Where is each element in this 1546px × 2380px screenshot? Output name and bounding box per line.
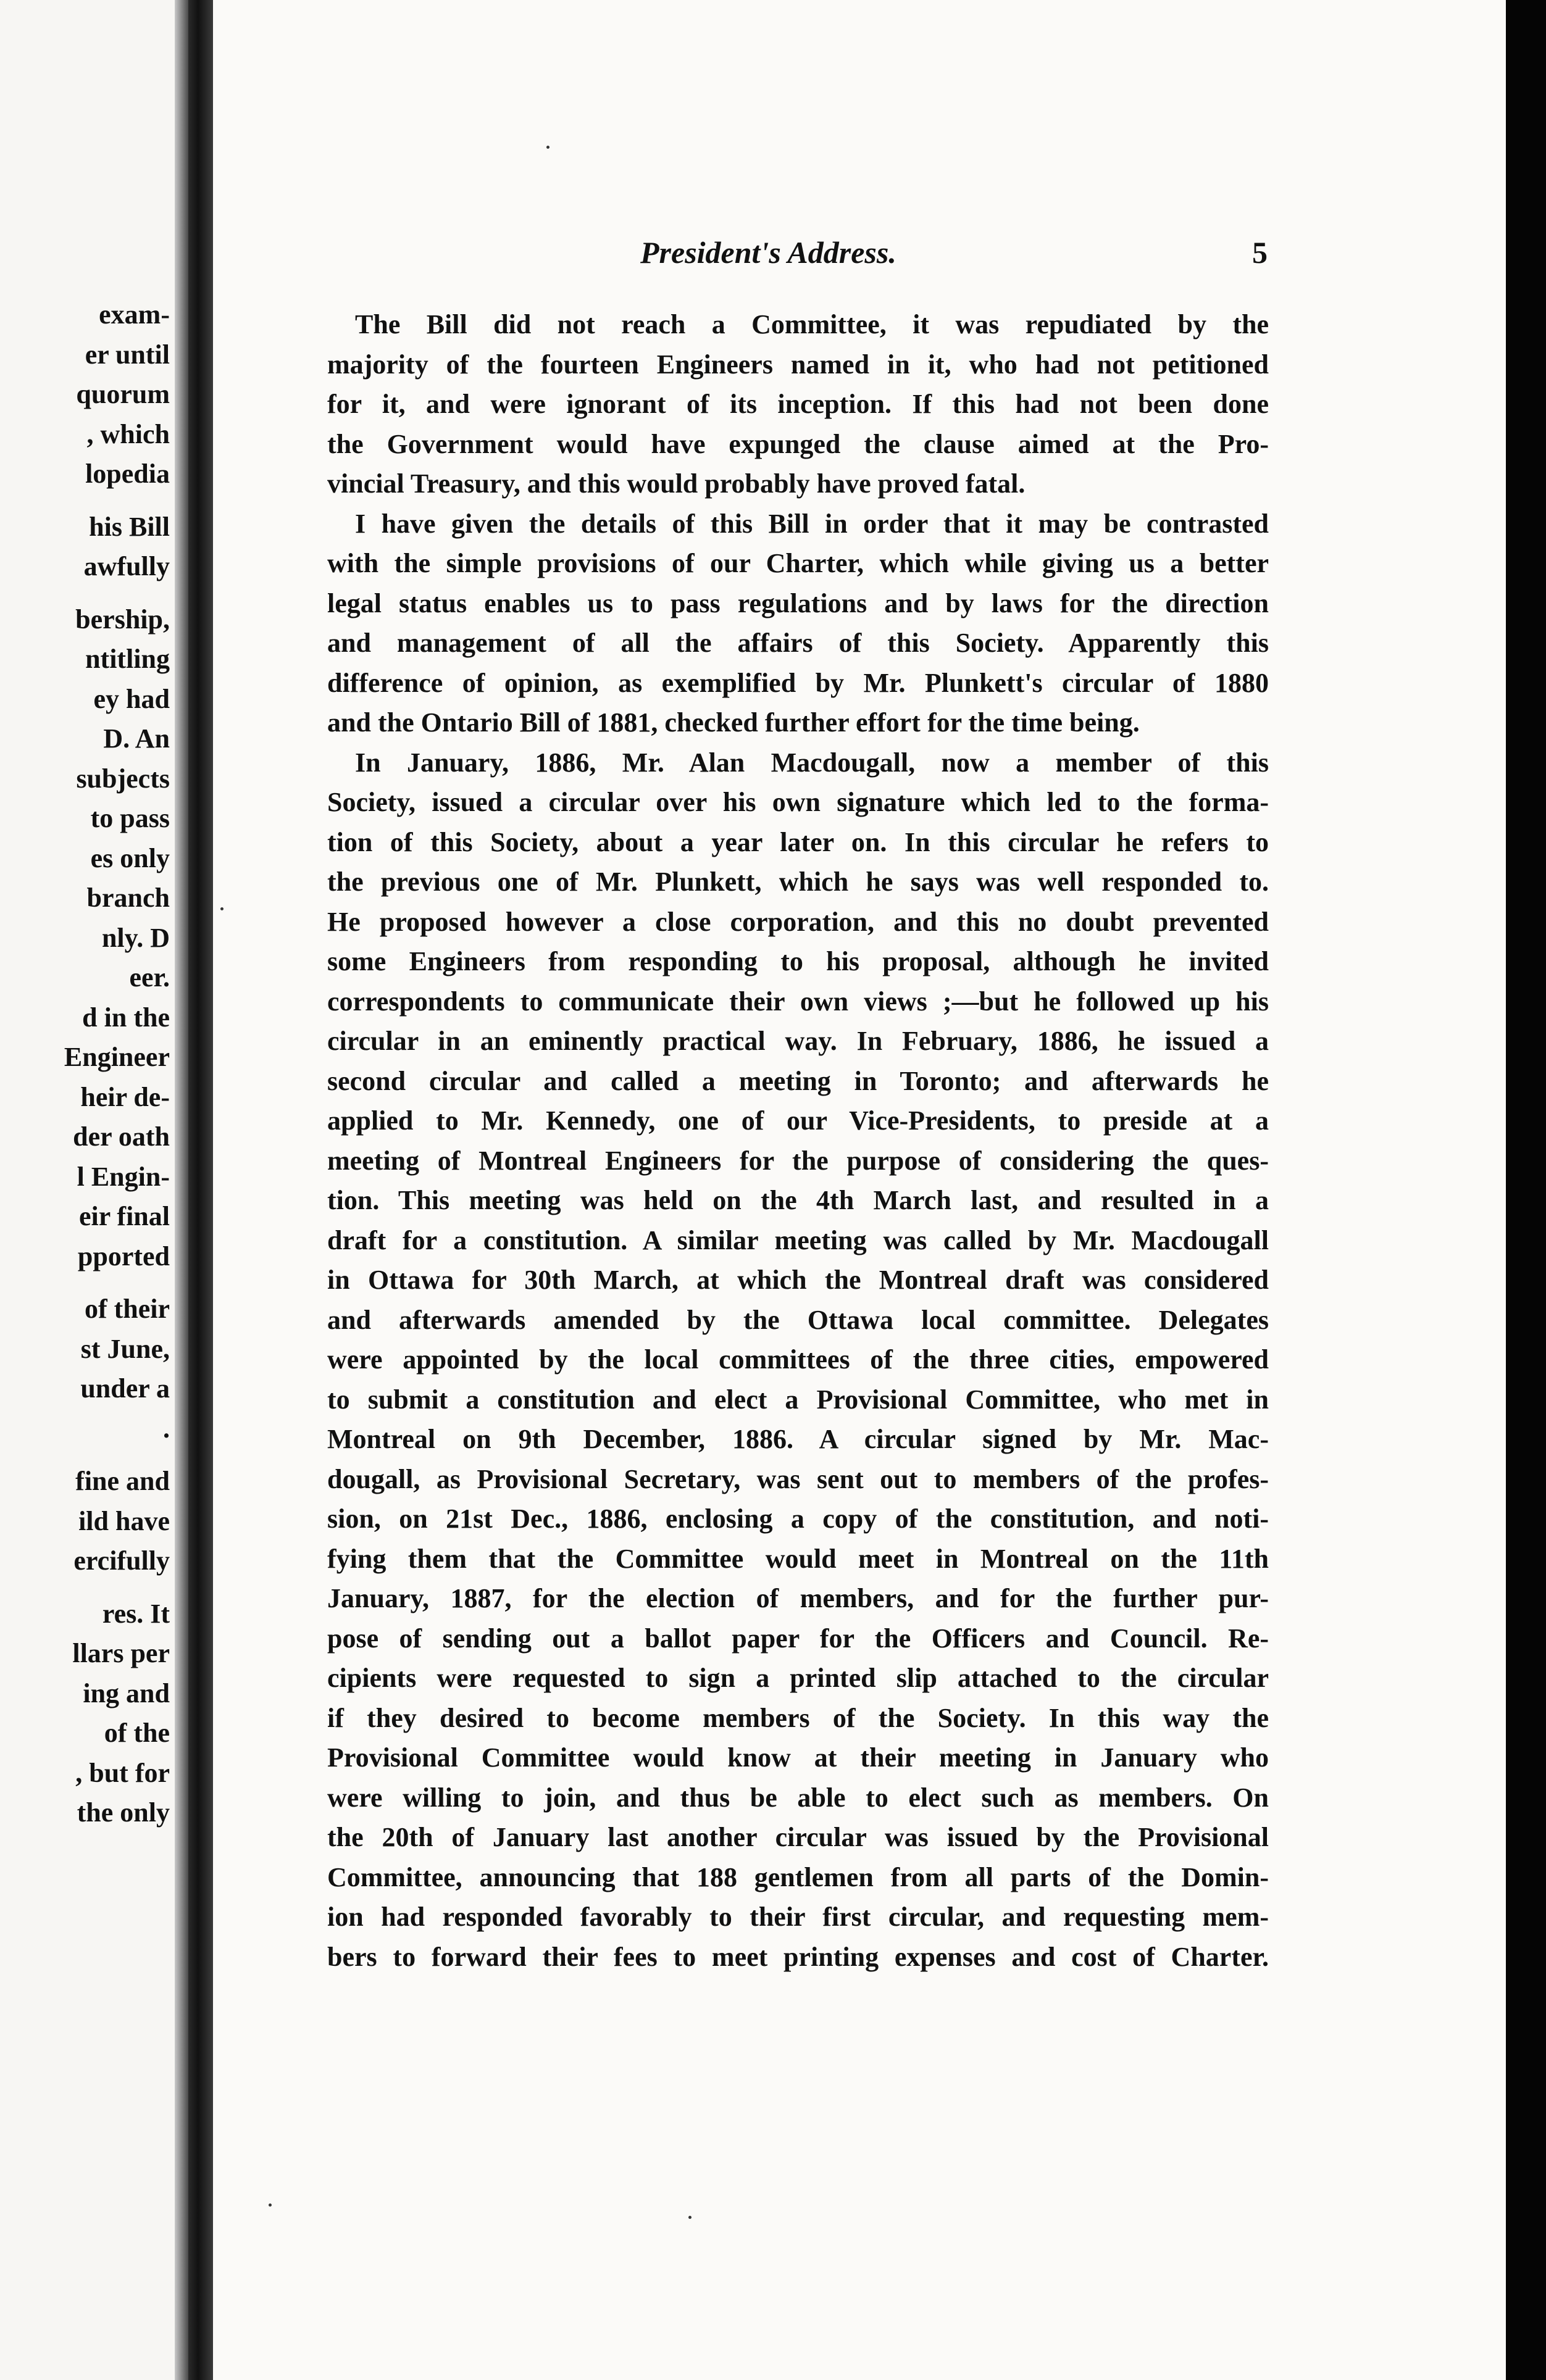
text-line: Committee, announcing that 188 gentlemen from all parts of the Domin- bbox=[327, 1862, 1269, 1892]
text-line: pose of sending out a ballot paper for the Officers and Council. Re- bbox=[327, 1623, 1269, 1654]
previous-page-fragment: . bbox=[163, 1413, 170, 1444]
previous-page-fragment: the only bbox=[77, 1797, 170, 1828]
previous-page-fragment: bership, bbox=[75, 604, 170, 635]
previous-page-fragment: ing and bbox=[83, 1678, 170, 1708]
previous-page-fragment: subjects bbox=[76, 763, 170, 794]
previous-page-fragment: quorum bbox=[76, 379, 170, 409]
blank-line bbox=[0, 494, 170, 507]
previous-page-fragment: der oath bbox=[73, 1121, 170, 1152]
previous-page-fragment: eir final bbox=[78, 1201, 170, 1231]
text-line: and management of all the affairs of this Society. Apparently this bbox=[327, 628, 1269, 658]
previous-page-fragment: exam- bbox=[99, 299, 170, 330]
text-line: fying them that the Committee would meet in Montreal on the 11th bbox=[327, 1543, 1269, 1574]
text-line: Provisional Committee would know at their meeting in January who bbox=[327, 1742, 1269, 1773]
previous-page-fragment: Engineer bbox=[64, 1042, 170, 1072]
text-line: legal status enables us to pass regulations and by laws for the direction bbox=[327, 588, 1269, 618]
previous-page-fragment: , which bbox=[86, 418, 170, 449]
paper-speck bbox=[688, 2216, 692, 2219]
text-line: circular in an eminently practical way. In February, 1886, he issued a bbox=[327, 1026, 1269, 1056]
text-line: Montreal on 9th December, 1886. A circular signed by Mr. Mac- bbox=[327, 1424, 1269, 1454]
previous-page-fragment: d in the bbox=[82, 1002, 170, 1033]
previous-page-fragment: of the bbox=[104, 1718, 170, 1748]
previous-page-fragment: res. It bbox=[102, 1598, 170, 1629]
text-line: dougall, as Provisional Secretary, was sent out to members of the profes- bbox=[327, 1463, 1269, 1494]
text-line: majority of the fourteen Engineers named in it, who had not petitioned bbox=[327, 349, 1269, 380]
paper-speck bbox=[220, 907, 224, 910]
previous-page-fragment: st June, bbox=[80, 1333, 170, 1364]
previous-page-fragment: lopedia bbox=[85, 459, 170, 489]
previous-page-fragment: , but for bbox=[75, 1757, 170, 1788]
previous-page-fragment: ercifully bbox=[73, 1546, 170, 1576]
blank-line bbox=[0, 1276, 170, 1289]
text-line: to submit a constitution and elect a Provisional Committee, who met in bbox=[327, 1384, 1269, 1415]
blank-line bbox=[0, 1581, 170, 1594]
text-line: bers to forward their fees to meet printing expenses and cost of Charter. bbox=[327, 1941, 1269, 1972]
previous-page-sliver bbox=[0, 0, 188, 2380]
text-line: second circular and called a meeting in Toronto; and afterwards he bbox=[327, 1065, 1269, 1096]
text-line: the Government would have expunged the clause aimed at the Pro- bbox=[327, 428, 1269, 459]
page-header bbox=[213, 235, 1506, 278]
page-number: 5 bbox=[1252, 235, 1268, 270]
text-line: the 20th of January last another circular was issued by the Provisional bbox=[327, 1822, 1269, 1852]
text-line: vincial Treasury, and this would probably have proved fatal. bbox=[327, 468, 1026, 499]
previous-page-fragment: heir de- bbox=[80, 1081, 170, 1112]
text-line: tion. This meeting was held on the 4th March last, and resulted in a bbox=[327, 1185, 1269, 1215]
previous-page-text bbox=[0, 295, 170, 1833]
text-line: ion had responded favorably to their first circular, and requesting mem- bbox=[327, 1902, 1269, 1932]
previous-page-fragment: of their bbox=[84, 1294, 170, 1324]
text-line: He proposed however a close corporation, and this no doubt prevented bbox=[327, 906, 1269, 937]
previous-page-fragment: llars per bbox=[72, 1638, 170, 1668]
previous-page-fragment: er until bbox=[85, 339, 170, 370]
text-line: for it, and were ignorant of its inception. If this had not been done bbox=[327, 389, 1269, 419]
previous-page-fragment: branch bbox=[86, 883, 170, 913]
previous-page-fragment: ild have bbox=[78, 1505, 170, 1536]
previous-page-fragment: nly. D bbox=[101, 922, 170, 953]
previous-page-fragment: es only bbox=[90, 843, 170, 873]
text-line: Society, issued a circular over his own signature which led to the forma- bbox=[327, 787, 1269, 817]
text-line: in Ottawa for 30th March, at which the Montreal draft was considered bbox=[327, 1265, 1269, 1295]
text-line: if they desired to become members of the Society. In this way the bbox=[327, 1702, 1269, 1733]
previous-page-fragment: pported bbox=[77, 1241, 170, 1271]
previous-page-fragment: fine and bbox=[75, 1466, 170, 1496]
previous-page-fragment: D. An bbox=[103, 723, 170, 754]
blank-line bbox=[0, 587, 170, 600]
previous-page-fragment: his Bill bbox=[89, 511, 170, 542]
text-line: and the Ontario Bill of 1881, checked further effort for the time being. bbox=[327, 707, 1140, 738]
paper-speck bbox=[546, 146, 549, 149]
text-line: were willing to join, and thus be able to elect such as members. On bbox=[327, 1782, 1269, 1813]
paper-speck bbox=[269, 2203, 272, 2207]
text-line: applied to Mr. Kennedy, one of our Vice-Presidents, to preside at a bbox=[327, 1105, 1269, 1136]
text-line: some Engineers from responding to his proposal, although he invited bbox=[327, 946, 1269, 976]
text-line: cipients were requested to sign a printed slip attached to the circular bbox=[327, 1663, 1269, 1693]
text-line: meeting of Montreal Engineers for the purpose of considering the ques- bbox=[327, 1145, 1269, 1176]
text-line: January, 1887, for the election of members, and for the further pur- bbox=[327, 1583, 1269, 1613]
text-line: and afterwards amended by the Ottawa local committee. Delegates bbox=[327, 1304, 1269, 1335]
previous-page-fragment: awfully bbox=[83, 551, 170, 581]
text-line: were appointed by the local committees of the three cities, empowered bbox=[327, 1344, 1269, 1375]
previous-page-fragment: under a bbox=[80, 1373, 170, 1404]
previous-page-fragment: to pass bbox=[90, 803, 170, 833]
text-line: The Bill did not reach a Committee, it was repudiated by the bbox=[355, 309, 1269, 339]
text-line: tion of this Society, about a year later on. In this circular he refers to bbox=[327, 826, 1269, 857]
text-line: correspondents to communicate their own views ;—but he followed up his bbox=[327, 986, 1269, 1017]
book-binding bbox=[188, 0, 213, 2380]
blank-line bbox=[0, 1449, 170, 1462]
running-title: President's Address. bbox=[640, 235, 896, 270]
text-line: with the simple provisions of our Charter, which while giving us a better bbox=[327, 548, 1269, 578]
text-line: In January, 1886, Mr. Alan Macdougall, now a member of this bbox=[355, 747, 1269, 778]
previous-page-fragment: ntitling bbox=[85, 644, 170, 674]
text-line: I have given the details of this Bill in order that it may be contrasted bbox=[355, 508, 1269, 539]
previous-page-fragment: eer. bbox=[129, 962, 170, 992]
text-line: difference of opinion, as exemplified by Mr. Plunkett's circular of 1880 bbox=[327, 667, 1269, 698]
previous-page-fragment: l Engin- bbox=[77, 1161, 170, 1192]
gutter-shadow bbox=[175, 0, 188, 2380]
body-text bbox=[327, 305, 1269, 1977]
page-edge-dark bbox=[1506, 0, 1546, 2380]
previous-page-fragment: ey had bbox=[93, 683, 170, 714]
text-line: sion, on 21st Dec., 1886, enclosing a copy of the constitution, and noti- bbox=[327, 1504, 1269, 1534]
main-page bbox=[213, 0, 1506, 2380]
text-line: the previous one of Mr. Plunkett, which he says was well responded to. bbox=[327, 867, 1269, 897]
text-line: draft for a constitution. A similar meeting was called by Mr. Macdougall bbox=[327, 1225, 1269, 1255]
